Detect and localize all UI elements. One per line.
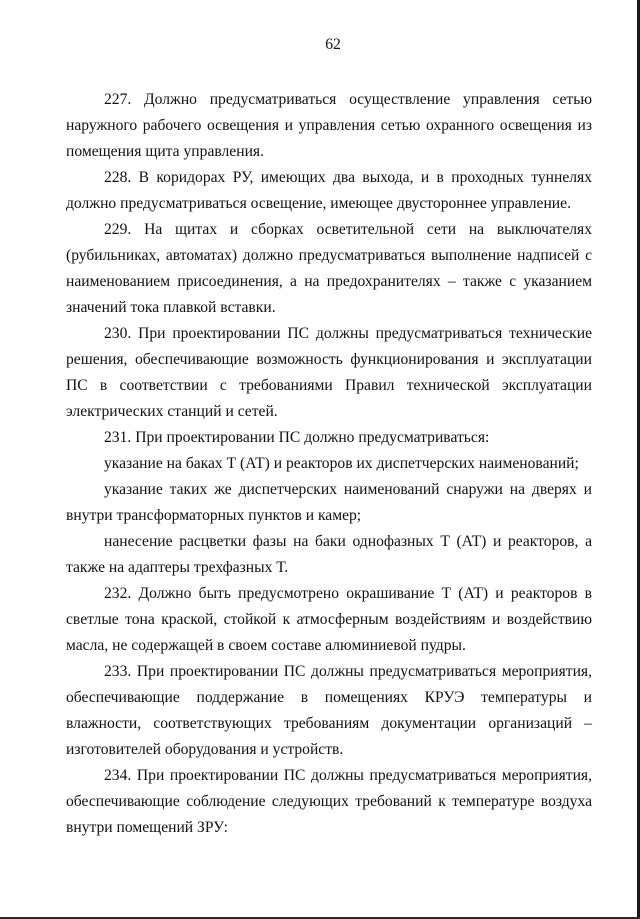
list-item-door-names: указание таких же диспетчерских наименований снаружи на дверях и внутри трансформаторных пунктов и камер; [66, 481, 592, 524]
paragraph-227: 227. Должно предусматриваться осуществление управления сетью наружного рабочего освещения и управления сетью охранного освещения из помещения щита управления. [66, 91, 592, 160]
paragraph-228: 228. В коридорах РУ, имеющих два выхода, и в проходных туннелях должно предусматриваться освещение, имеющее двустороннее управление. [66, 169, 592, 212]
paragraph-229: 229. На щитах и сборках осветительной сети на выключателях (рубильниках, автоматах) должно предусматриваться выполнение надписей с наименованием присоединения, а на предохранителях – также с указанием значений тока плавкой вставки. [66, 221, 592, 316]
document-page [66, 32, 592, 841]
paragraph-231: 231. При проектировании ПС должно предусматриваться: [104, 429, 490, 446]
page-number: 62 [325, 36, 341, 53]
paragraph-234: 234. При проектировании ПС должны предусматриваться мероприятия, обеспечивающие соблюдение следующих требований к температуре воздуха внутри помещений ЗРУ: [66, 767, 592, 836]
paragraph-232: 232. Должно быть предусмотрено окрашивание Т (АТ) и реакторов в светлые тона краской, стойкой к атмосферным воздействиям и воздействию масла, не содержащей в своем составе алюминиевой пудры. [66, 585, 592, 654]
document-body [66, 87, 592, 841]
list-item-phase-colors: нанесение расцветки фазы на баки однофазных Т (АТ) и реакторов, а также на адаптеры трехфазных Т. [66, 533, 592, 576]
paragraph-230: 230. При проектировании ПС должны предусматриваться технические решения, обеспечивающие возможность функционирования и эксплуатации ПС в соответствии с требованиями Правил технической эксплуатации электрических станций и сетей. [66, 325, 592, 420]
list-item-tank-names: указание на баках Т (АТ) и реакторов их диспетчерских наименований; [104, 455, 579, 472]
paragraph-233: 233. При проектировании ПС должны предусматриваться мероприятия, обеспечивающие поддержание в помещениях КРУЭ температуры и влажности, соответствующих требованиям документации организаций – изготовителей оборудования и устройств. [66, 663, 592, 758]
